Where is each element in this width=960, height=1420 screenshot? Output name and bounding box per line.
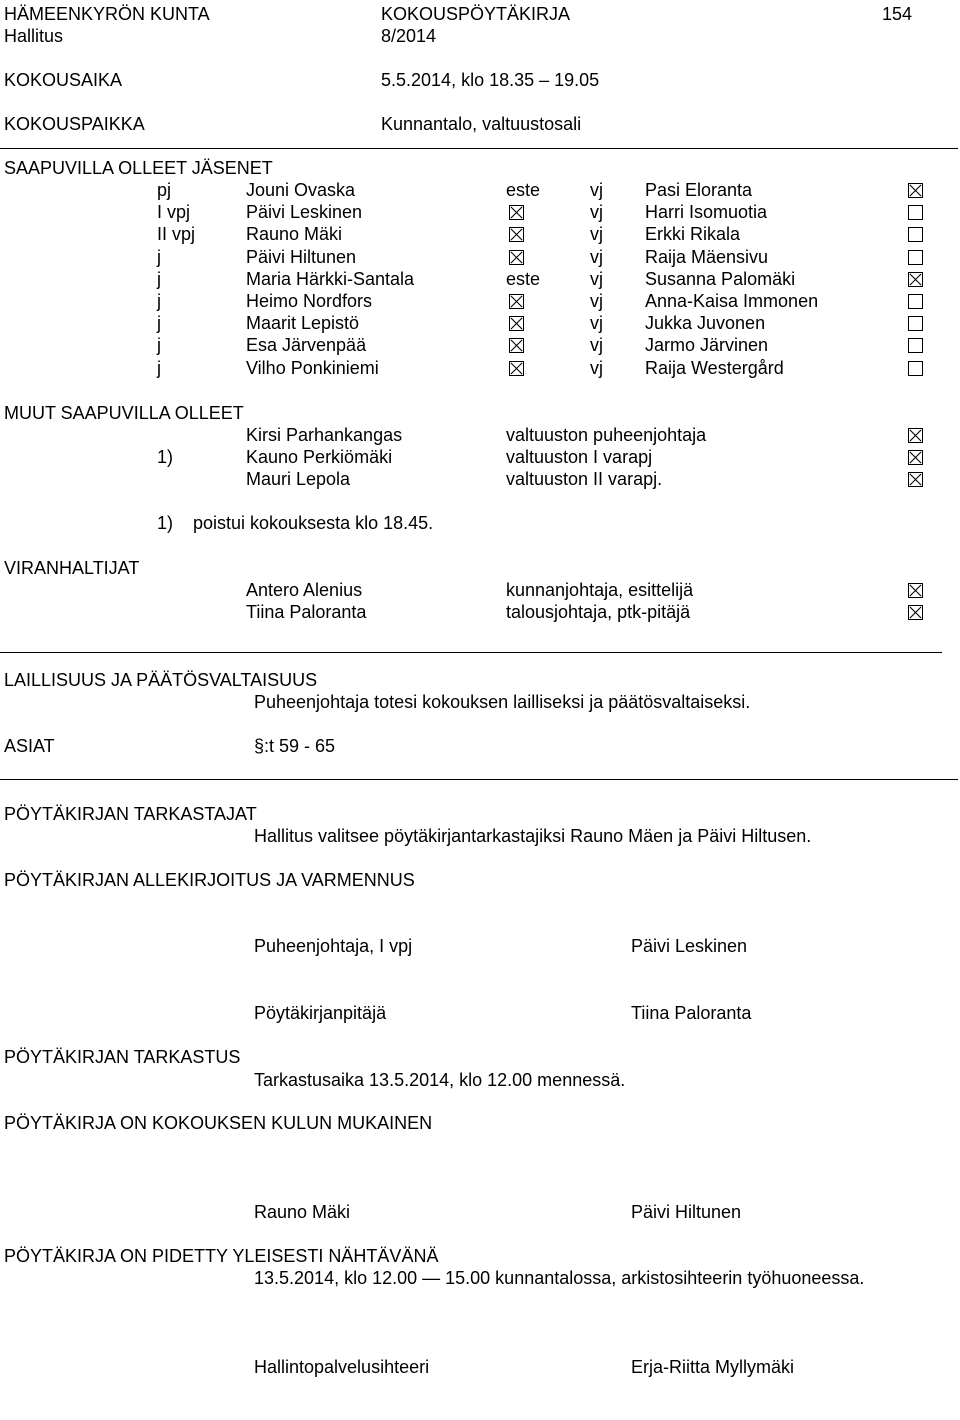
legality-heading: LAILLISUUS JA PÄÄTÖSVALTAISUUS	[4, 670, 318, 690]
attendee-presence-checkbox-icon	[908, 450, 923, 465]
governing-body: Hallitus	[4, 26, 64, 46]
secretary-role: Pöytäkirjanpitäjä	[254, 1003, 387, 1023]
deputy-presence-checkbox-icon	[908, 205, 923, 220]
member-presence-checkbox-icon	[509, 294, 524, 309]
deputy-role: vj	[590, 335, 603, 356]
member-name: Esa Järvenpää	[246, 335, 367, 356]
deputy-role: vj	[590, 357, 603, 378]
deputy-name: Raija Mäensivu	[645, 246, 769, 267]
reviewers-text: Hallitus valitsee pöytäkirjantarkastajiksi Rauno Mäen ja Päivi Hiltusen.	[254, 826, 812, 846]
member-role: j	[157, 313, 161, 334]
member-role: j	[157, 291, 161, 311]
deputy-name: Harri Isomuotia	[645, 202, 768, 223]
deputy-name: Susanna Palomäki	[645, 268, 796, 289]
attendee-name: Kirsi Parhankangas	[246, 425, 403, 445]
attendee-presence-checkbox-icon	[908, 472, 923, 487]
deputy-presence-checkbox-icon	[908, 361, 923, 376]
municipality-name: HÄMEENKYRÖN KUNTA	[4, 4, 210, 24]
attendee-title: valtuuston I varapj	[506, 447, 653, 468]
official-title: talousjohtaja, ptk-pitäjä	[506, 602, 691, 623]
conformity-signer-1: Rauno Mäki	[254, 1202, 351, 1222]
member-presence-checkbox-icon	[509, 338, 524, 353]
member-name: Heimo Nordfors	[246, 291, 373, 311]
signing-heading: PÖYTÄKIRJAN ALLEKIRJOITUS JA VARMENNUS	[4, 870, 415, 890]
deputy-role: vj	[590, 246, 603, 267]
page-number: 154	[882, 4, 913, 24]
legality-text: Puheenjohtaja totesi kokouksen lailliseksi ja päätösvaltaiseksi.	[254, 692, 751, 712]
attendee-name: Kauno Perkiömäki	[246, 447, 393, 468]
official-title: kunnanjohtaja, esittelijä	[506, 580, 694, 600]
footnote-mark: 1)	[157, 513, 174, 533]
member-status: este	[506, 180, 541, 200]
member-presence-checkbox-icon	[509, 227, 524, 242]
deputy-presence-checkbox-icon	[908, 272, 923, 287]
member-presence-checkbox-icon	[509, 361, 524, 376]
reviewers-heading: PÖYTÄKIRJAN TARKASTAJAT	[4, 804, 257, 824]
member-name: Maarit Lepistö	[246, 313, 360, 334]
member-role: j	[157, 246, 161, 267]
deputy-role: vj	[590, 313, 603, 334]
deputy-presence-checkbox-icon	[908, 294, 923, 309]
member-name: Päivi Leskinen	[246, 202, 363, 223]
attendee-name: Mauri Lepola	[246, 469, 351, 490]
matters-label: ASIAT	[4, 736, 55, 756]
member-name: Maria Härkki-Santala	[246, 268, 415, 289]
member-role: j	[157, 268, 161, 289]
member-name: Jouni Ovaska	[246, 180, 356, 200]
deputy-role: vj	[590, 268, 603, 289]
deputy-presence-checkbox-icon	[908, 183, 923, 198]
deputy-name: Raija Westergård	[645, 357, 784, 378]
deputy-name: Pasi Eloranta	[645, 180, 753, 200]
official-name: Tiina Paloranta	[246, 602, 367, 623]
member-role: pj	[157, 180, 172, 200]
deputy-name: Jarmo Järvinen	[645, 335, 769, 356]
divider	[0, 148, 958, 149]
attendee-footnote-mark: 1)	[157, 447, 174, 468]
member-presence-checkbox-icon	[509, 250, 524, 265]
document-type: KOKOUSPÖYTÄKIRJA	[381, 4, 571, 24]
chair-role: Puheenjohtaja, I vpj	[254, 936, 413, 956]
member-role: j	[157, 357, 161, 378]
official-presence-checkbox-icon	[908, 605, 923, 620]
review-heading: PÖYTÄKIRJAN TARKASTUS	[4, 1047, 241, 1067]
attendee-presence-checkbox-icon	[908, 428, 923, 443]
members-heading: SAAPUVILLA OLLEET JÄSENET	[4, 158, 273, 178]
conformity-signer-2: Päivi Hiltunen	[631, 1202, 742, 1222]
member-role: j	[157, 335, 161, 356]
member-status: este	[506, 268, 541, 289]
deputy-role: vj	[590, 224, 603, 245]
other-attendees-heading: MUUT SAAPUVILLA OLLEET	[4, 403, 244, 423]
deputy-name: Erkki Rikala	[645, 224, 741, 245]
officials-heading: VIRANHALTIJAT	[4, 558, 140, 578]
display-signer-role: Hallintopalvelusihteeri	[254, 1357, 430, 1377]
matters-value: §:t 59 - 65	[254, 736, 336, 756]
member-presence-checkbox-icon	[509, 316, 524, 331]
deputy-role: vj	[590, 180, 603, 200]
public-display-heading: PÖYTÄKIRJA ON PIDETTY YLEISESTI NÄHTÄVÄNÄ	[4, 1246, 439, 1266]
deputy-name: Jukka Juvonen	[645, 313, 766, 334]
member-name: Rauno Mäki	[246, 224, 343, 245]
member-name: Päivi Hiltunen	[246, 246, 357, 267]
divider	[0, 779, 958, 780]
display-signer-name: Erja-Riitta Myllymäki	[631, 1357, 795, 1377]
member-presence-checkbox-icon	[509, 205, 524, 220]
divider	[0, 652, 942, 653]
deputy-presence-checkbox-icon	[908, 227, 923, 242]
deputy-name: Anna-Kaisa Immonen	[645, 291, 819, 311]
attendee-title: valtuuston puheenjohtaja	[506, 425, 707, 445]
meeting-time-label: KOKOUSAIKA	[4, 70, 123, 90]
conformity-heading: PÖYTÄKIRJA ON KOKOUKSEN KULUN MUKAINEN	[4, 1113, 433, 1133]
document-issue: 8/2014	[381, 26, 437, 46]
review-text: Tarkastusaika 13.5.2014, klo 12.00 mennessä.	[254, 1070, 626, 1090]
secretary-name: Tiina Paloranta	[631, 1003, 752, 1023]
chair-name: Päivi Leskinen	[631, 936, 748, 956]
official-name: Antero Alenius	[246, 580, 363, 600]
footnote-text: poistui kokouksesta klo 18.45.	[193, 513, 434, 533]
deputy-role: vj	[590, 202, 603, 223]
attendee-title: valtuuston II varapj.	[506, 469, 663, 490]
member-role: II vpj	[157, 224, 196, 245]
deputy-presence-checkbox-icon	[908, 316, 923, 331]
deputy-presence-checkbox-icon	[908, 338, 923, 353]
deputy-role: vj	[590, 291, 603, 311]
public-display-text: 13.5.2014, klo 12.00 — 15.00 kunnantalossa, arkistosihteerin työhuoneessa.	[254, 1268, 865, 1288]
member-name: Vilho Ponkiniemi	[246, 357, 379, 378]
meeting-place-value: Kunnantalo, valtuustosali	[381, 114, 582, 134]
official-presence-checkbox-icon	[908, 583, 923, 598]
meeting-place-label: KOKOUSPAIKKA	[4, 114, 145, 134]
deputy-presence-checkbox-icon	[908, 250, 923, 265]
member-role: I vpj	[157, 202, 191, 223]
meeting-time-value: 5.5.2014, klo 18.35 – 19.05	[381, 70, 600, 90]
